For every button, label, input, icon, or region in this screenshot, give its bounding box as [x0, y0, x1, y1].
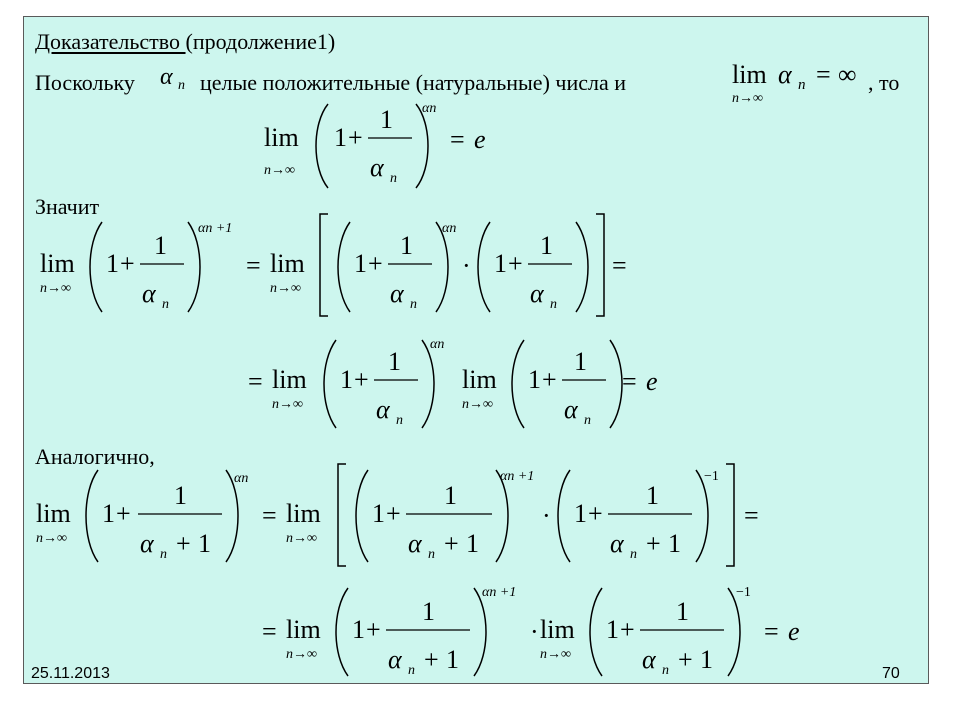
equals: =: [450, 125, 465, 154]
paren-right: [728, 588, 740, 676]
alpha: α: [610, 529, 624, 558]
bracket-right: [596, 214, 604, 316]
text-poskolku: Поскольку: [35, 70, 135, 95]
sub-n: n: [798, 77, 806, 93]
sub-n: n: [584, 413, 591, 428]
lim: lim: [272, 365, 307, 394]
one: 1: [106, 249, 119, 278]
formula-lim-alpha-inf: [728, 56, 868, 106]
lim: lim: [462, 365, 497, 394]
exponent: −1: [704, 469, 719, 484]
heading-title: Доказательство: [35, 29, 186, 54]
infinity: ∞: [838, 60, 857, 89]
sub-n: n: [396, 413, 403, 428]
numerator-one: 1: [174, 481, 187, 510]
text-analogichno: Аналогично,: [35, 444, 155, 469]
alpha: α: [642, 645, 656, 674]
plus: +: [176, 529, 191, 558]
numerator-one: 1: [154, 231, 167, 260]
plus: +: [678, 645, 693, 674]
plus: +: [368, 249, 383, 278]
exponent: αn: [422, 101, 437, 116]
alpha: α: [390, 279, 404, 308]
plus: +: [508, 249, 523, 278]
bracket-left: [320, 214, 328, 316]
paren-left: [590, 588, 602, 676]
paren-left: [512, 340, 524, 428]
text-natural-numbers: целые положительные (натуральные) числа и: [200, 70, 627, 95]
plus: +: [386, 499, 401, 528]
plus: +: [444, 529, 459, 558]
plus: +: [620, 615, 635, 644]
one: 1: [354, 249, 367, 278]
plus: +: [424, 645, 439, 674]
bracket-left: [338, 464, 346, 566]
plus: +: [116, 499, 131, 528]
paren-left: [478, 222, 490, 312]
lim-sub: n→∞: [270, 281, 301, 296]
numerator-one: 1: [574, 347, 587, 376]
one: 1: [574, 499, 587, 528]
equals: =: [248, 367, 263, 396]
plus: +: [120, 249, 135, 278]
sub-n: n: [428, 547, 435, 562]
lim: lim: [286, 615, 321, 644]
one: 1: [446, 645, 459, 674]
paren-left: [90, 222, 102, 312]
lim-sub: n→∞: [540, 647, 571, 662]
sub-n: n: [390, 171, 397, 186]
paren-left: [338, 222, 350, 312]
alpha: α: [388, 645, 402, 674]
dot: ·: [542, 501, 551, 530]
numerator-one: 1: [422, 597, 435, 626]
lim: lim: [40, 249, 75, 278]
sub-n: n: [630, 547, 637, 562]
plus: +: [542, 365, 557, 394]
alpha: α: [370, 153, 384, 182]
exponent: αn: [430, 337, 445, 352]
heading: [35, 31, 335, 53]
one: 1: [198, 529, 211, 558]
paren-left: [558, 470, 570, 562]
lim-sub: n→∞: [272, 397, 303, 412]
one: 1: [528, 365, 541, 394]
lim-sub: n→∞: [286, 531, 317, 546]
alpha: α: [564, 395, 578, 424]
formula-limit-e: [260, 96, 500, 196]
exponent: αn +1: [482, 585, 517, 600]
formula-analog-line1: [36, 458, 776, 570]
text-znachit: Значит: [35, 194, 100, 219]
e-constant: e: [474, 125, 486, 154]
alpha: α: [376, 395, 390, 424]
lim-sub: n→∞: [732, 91, 763, 106]
formula-znachit-line1: [36, 210, 646, 322]
exponent: αn +1: [500, 469, 535, 484]
paren-right: [576, 222, 588, 312]
numerator-one: 1: [380, 105, 393, 134]
plus: +: [366, 615, 381, 644]
bracket-right: [726, 464, 734, 566]
sub-n: n: [662, 663, 669, 678]
exponent: αn: [234, 471, 249, 486]
lim-sub: n→∞: [264, 163, 295, 178]
formula-analog-line2: [262, 580, 822, 684]
dot: ·: [462, 251, 471, 280]
heading-subtitle: (продолжение1): [185, 29, 336, 54]
alpha: α: [160, 64, 173, 90]
equals: =: [262, 617, 277, 646]
numerator-one: 1: [388, 347, 401, 376]
numerator-one: 1: [444, 481, 457, 510]
lim-sub: n→∞: [462, 397, 493, 412]
numerator-one: 1: [400, 231, 413, 260]
equals: =: [246, 251, 261, 280]
e-constant: e: [646, 367, 658, 396]
sub-n: n: [178, 78, 185, 93]
plus: +: [348, 123, 363, 152]
paren-left: [86, 470, 98, 562]
lim-sub: n→∞: [40, 281, 71, 296]
exponent: αn: [442, 221, 457, 236]
one: 1: [668, 529, 681, 558]
sub-n: n: [160, 547, 167, 562]
alpha: α: [778, 60, 792, 89]
lim: lim: [732, 60, 767, 89]
plus: +: [646, 529, 661, 558]
formula-alpha-n: [160, 62, 194, 98]
paren-left: [316, 104, 328, 188]
alpha: α: [140, 529, 154, 558]
one: 1: [606, 615, 619, 644]
one: 1: [466, 529, 479, 558]
numerator-one: 1: [676, 597, 689, 626]
one: 1: [700, 645, 713, 674]
paren-left: [324, 340, 336, 428]
equals: =: [612, 251, 627, 280]
lim: lim: [264, 123, 299, 152]
one: 1: [340, 365, 353, 394]
paren-right: [422, 340, 434, 428]
alpha: α: [530, 279, 544, 308]
lim-sub: n→∞: [36, 531, 67, 546]
sub-n: n: [550, 297, 557, 312]
equals: =: [744, 501, 759, 530]
formula-znachit-line2: [248, 332, 678, 436]
plus: +: [588, 499, 603, 528]
page-number: 70: [882, 665, 900, 682]
alpha: α: [408, 529, 422, 558]
sub-n: n: [162, 297, 169, 312]
text-to: , то: [868, 70, 900, 95]
lim: lim: [36, 499, 71, 528]
lim: lim: [286, 499, 321, 528]
paren-right: [474, 588, 486, 676]
e-constant: e: [788, 617, 800, 646]
alpha: α: [142, 279, 156, 308]
paren-right: [610, 340, 622, 428]
equals: =: [816, 60, 831, 89]
equals: =: [764, 617, 779, 646]
paren-right: [416, 104, 428, 188]
lim-sub: n→∞: [286, 647, 317, 662]
numerator-one: 1: [540, 231, 553, 260]
exponent: −1: [736, 585, 751, 600]
equals: =: [622, 367, 637, 396]
dot: ·: [530, 617, 539, 646]
one: 1: [494, 249, 507, 278]
one: 1: [372, 499, 385, 528]
one: 1: [352, 615, 365, 644]
sub-n: n: [408, 663, 415, 678]
one: 1: [102, 499, 115, 528]
footer-date: 25.11.2013: [31, 665, 110, 682]
one: 1: [334, 123, 347, 152]
lim: lim: [540, 615, 575, 644]
lim: lim: [270, 249, 305, 278]
exponent: αn +1: [198, 221, 233, 236]
paren-left: [356, 470, 368, 562]
equals: =: [262, 501, 277, 530]
numerator-one: 1: [646, 481, 659, 510]
sub-n: n: [410, 297, 417, 312]
paren-left: [336, 588, 348, 676]
plus: +: [354, 365, 369, 394]
